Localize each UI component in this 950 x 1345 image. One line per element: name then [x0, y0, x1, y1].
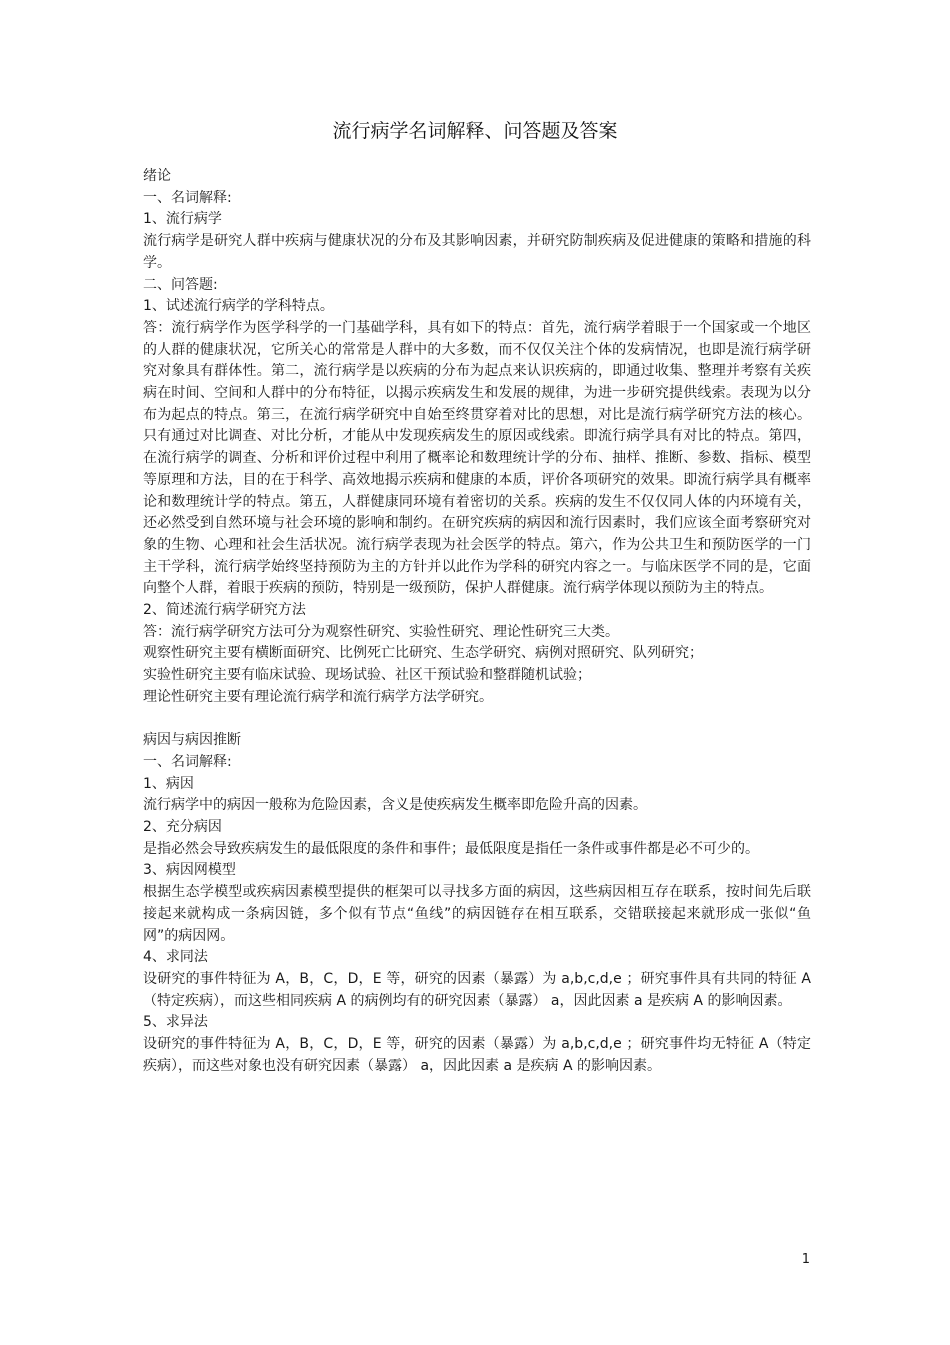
question-title: 2、简述流行病学研究方法	[143, 602, 306, 619]
question-answer: 答：流行病学作为医学科学的一门基础学科，具有如下的特点：首先，流行病学着眼于一个国家或一个地区的人群的健康状况，它所关心的常常是人群中的大多数，而不仅仅关注个体的发病情况，也即是流行病学研究对象具有群体性。第二，流行病学是以疾病的分布为起点来认识疾病的，即通过收集、整理并考察有关疾病在时间、空间和人群中的分布特征，以揭示疾病发生和发展的规律，为进一步研究提供线索。表现为以分布为起点的特点。第三，在流行病学研究中自始至终贯穿着对比的思想，对比是流行病学研究方法的核心。只有通过对比调查、对比分析，才能从中发现疾病发生的原因或线索。即流行病学具有对比的特点。第四，在流行病学的调查、分析和评价过程中利用了概率论和数理统计学的分布、抽样、推断、参数、指标、模型等原理和方法，目的在于科学、高效地揭示疾病和健康的本质，评价各项研究的效果。即流行病学具有概率论和数理统计学的特点。第五，人群健康同环境有着密切的关系。疾病的发生不仅仅同人体的内环境有关，还必然受到自然环境与社会环境的影响和制约。在研究疾病的病因和流行因素时，我们应该全面考察研究对象的生物、心理和社会生活状况。流行病学表现为社会医学的特点。第六，作为公共卫生和预防医学的一门主干学科，流行病学始终坚持预防为主的方针并以此作为学科的研究内容之一。与临床医学不同的是，它面向整个人群，着眼于疾病的预防，特别是一级预防，保护人群健康。流行病学体现以预防为主的特点。	[143, 319, 811, 597]
term-definition: 设研究的事件特征为 A，B，C，D，E 等，研究的因素（暴露）为 a,b,c,d,e ；研究事件具有共同的特征 A（特定疾病），而这些相同疾病 A 的病例均有的研究因素（暴露） a，因此因素 a 是疾病 A 的影响因素。	[143, 971, 811, 1009]
term-title: 2、充分病因	[143, 819, 222, 836]
document-title: 流行病学名词解释、问答题及答案	[332, 120, 618, 142]
term-definition: 设研究的事件特征为 A，B，C，D，E 等，研究的因素（暴露）为 a,b,c,d,e ；研究事件均无特征 A（特定疾病），而这些对象也没有研究因素（暴露） a，因此因素 a 是疾病 A 的影响因素。	[143, 1036, 811, 1074]
answer-line: 答：流行病学研究方法可分为观察性研究、实验性研究、理论性研究三大类。	[143, 623, 619, 640]
term-definition: 流行病学是研究人群中疾病与健康状况的分布及其影响因素，并研究防制疾病及促进健康的策略和措施的科学。	[143, 233, 811, 271]
subsection-heading-terms: 一、名词解释:	[143, 753, 232, 770]
term-title: 5、求异法	[143, 1014, 208, 1031]
section-heading-intro: 绪论	[143, 168, 171, 184]
subsection-heading-questions: 二、问答题:	[143, 276, 218, 293]
term-title: 1、流行病学	[143, 211, 222, 228]
answer-line: 观察性研究主要有横断面研究、比例死亡比研究、生态学研究、病例对照研究、队列研究；	[143, 645, 703, 662]
term-title: 1、病因	[143, 775, 194, 792]
subsection-heading-terms: 一、名词解释:	[143, 189, 232, 206]
term-definition: 根据生态学模型或疾病因素模型提供的框架可以寻找多方面的病因，这些病因相互存在联系，按时间先后联接起来就构成一条病因链，多个似有节点“鱼线”的病因链存在相互联系，交错联接起来就形成一张似“鱼网”的病因网。	[143, 884, 811, 944]
section-spacer	[143, 709, 811, 731]
term-definition: 流行病学中的病因一般称为危险因素，含义是使疾病发生概率即危险升高的因素。	[143, 797, 647, 814]
term-title: 3、病因网模型	[143, 862, 236, 879]
answer-line: 理论性研究主要有理论流行病学和流行病学方法学研究。	[143, 688, 493, 705]
question-title: 1、试述流行病学的学科特点。	[143, 298, 334, 315]
section-heading-etiology: 病因与病因推断	[143, 732, 241, 749]
term-title: 4、求同法	[143, 949, 208, 966]
answer-line: 实验性研究主要有临床试验、现场试验、社区干预试验和整群随机试验；	[143, 667, 591, 684]
term-definition: 是指必然会导致疾病发生的最低限度的条件和事件；最低限度是指任一条件或事件都是必不可少的。	[143, 840, 759, 857]
page-number: 1	[801, 1252, 810, 1267]
document-body	[143, 166, 811, 1078]
